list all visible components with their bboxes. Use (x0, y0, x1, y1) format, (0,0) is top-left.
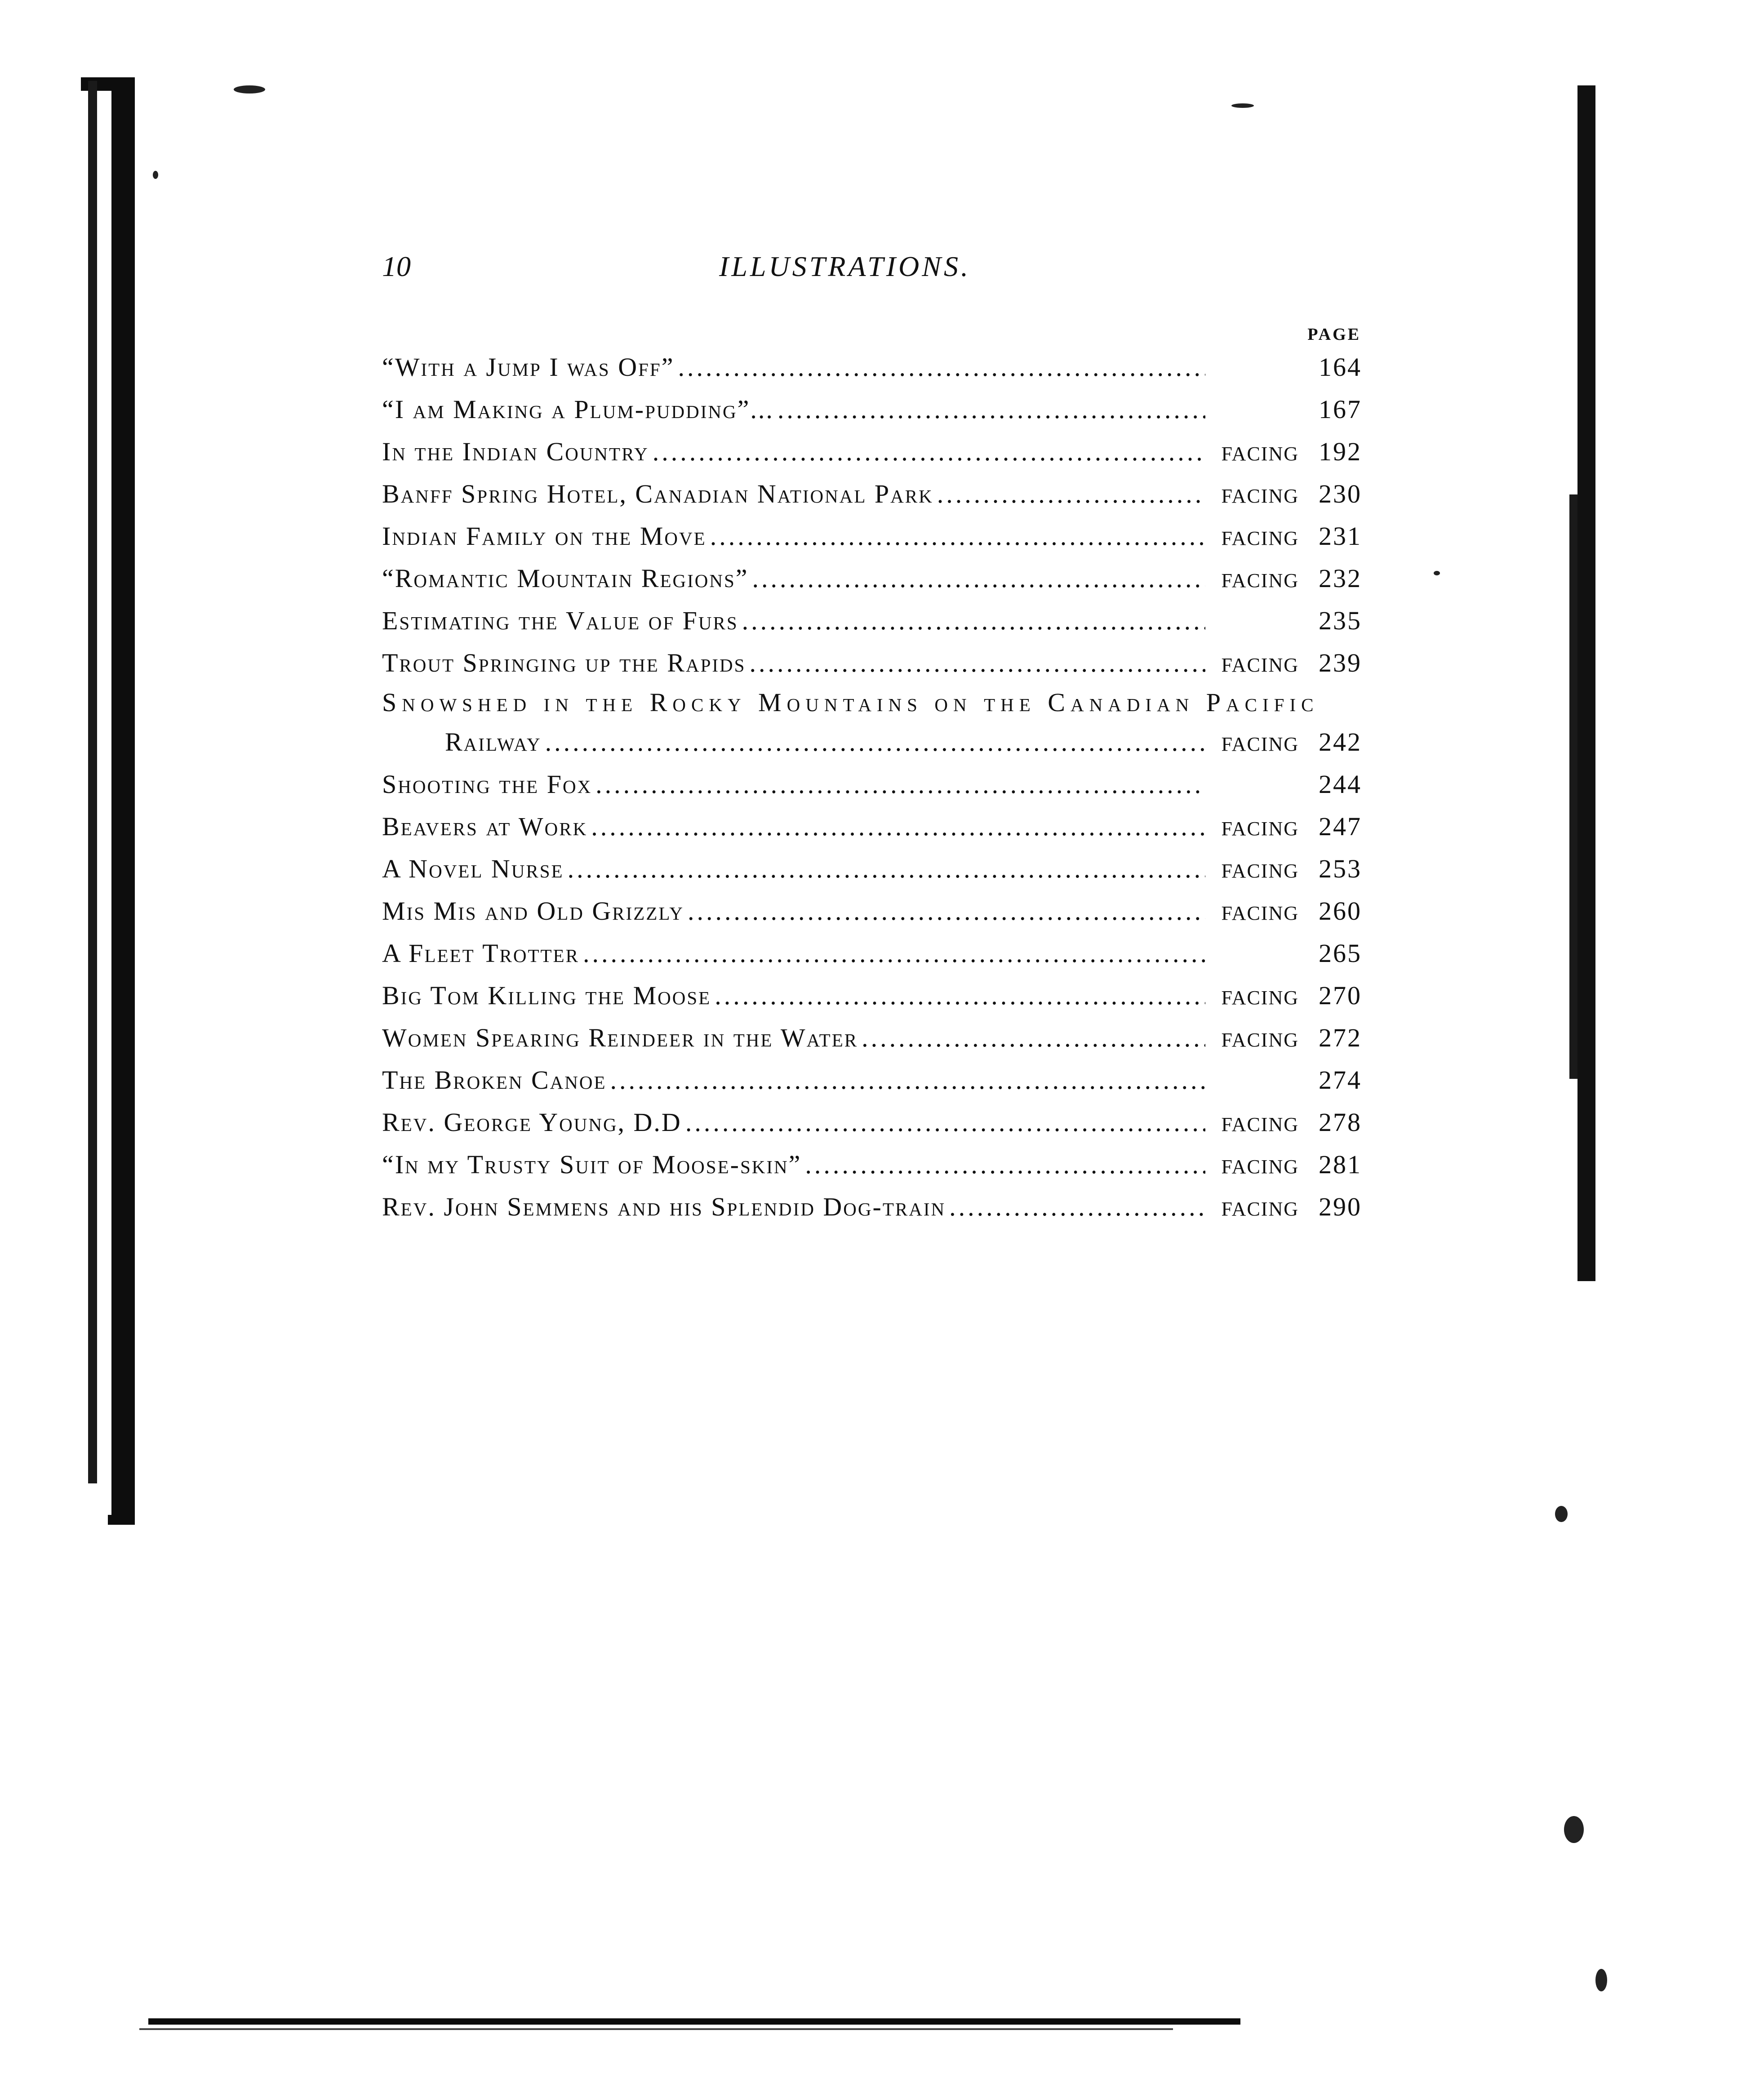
dot-leader (805, 1144, 1205, 1186)
dot-leader (752, 557, 1205, 600)
bottom-scan-rule (148, 2018, 1240, 2025)
entry-title: A Fleet Trotter (382, 939, 579, 968)
dot-leader (949, 1186, 1205, 1228)
entry-page: 230 (1319, 479, 1362, 508)
scan-speck (1555, 1506, 1568, 1522)
list-item (382, 890, 1362, 932)
dot-leader (742, 600, 1205, 642)
entry-page: 231 (1319, 521, 1362, 551)
list-item (382, 806, 1362, 848)
list-item (382, 642, 1362, 684)
list-item (382, 1101, 1362, 1144)
dot-leader (583, 932, 1205, 975)
entry-facing: FACING (1221, 733, 1299, 755)
list-item (382, 763, 1362, 806)
running-title: ILLUSTRATIONS. (719, 250, 971, 282)
entry-title: “In my Trusty Suit of Moose-skin” (382, 1150, 802, 1179)
dot-leader (653, 431, 1205, 473)
entry-page: 278 (1319, 1108, 1362, 1137)
entry-title: Estimating the Value of Furs (382, 606, 738, 635)
entry-title: Trout Springing up the Rapids (382, 648, 746, 677)
list-item (382, 1059, 1362, 1101)
scan-speck (1231, 103, 1254, 108)
entry-facing: FACING (1221, 860, 1299, 882)
entry-page: 265 (1319, 939, 1362, 968)
list-item (382, 473, 1362, 515)
entry-title: The Broken Canoe (382, 1065, 607, 1095)
entry-title: Banff Spring Hotel, Canadian National Park (382, 479, 933, 508)
entry-title: “Romantic Mountain Regions” (382, 564, 749, 593)
dot-leader (595, 763, 1205, 806)
entry-page: 274 (1319, 1065, 1362, 1095)
entry-title: Rev. John Semmens and his Splendid Dog-train (382, 1192, 946, 1221)
entry-title: Railway (445, 727, 542, 757)
list-item (382, 1186, 1362, 1228)
list-item (382, 346, 1362, 388)
scan-speck (234, 85, 265, 93)
dot-leader (678, 346, 1205, 388)
entry-facing: FACING (1221, 818, 1299, 840)
binding-edge-left (111, 81, 135, 1519)
binding-edge-right-inner (1569, 494, 1577, 1079)
entry-title: Rev. George Young, D.D (382, 1108, 682, 1137)
list-item (382, 431, 1362, 473)
page-column-heading: PAGE (1307, 325, 1361, 344)
list-item (382, 848, 1362, 890)
running-head (382, 246, 1362, 287)
entry-title: Big Tom Killing the Moose (382, 981, 711, 1010)
entry-facing: FACING (1221, 1113, 1299, 1135)
list-item (382, 1017, 1362, 1059)
entry-page: 290 (1319, 1192, 1362, 1221)
entry-page: 164 (1319, 352, 1362, 382)
list-item (382, 600, 1362, 642)
illustrations-list (382, 323, 1362, 1228)
scan-speck (1564, 1816, 1584, 1843)
list-item (382, 388, 1362, 431)
entry-page: 272 (1319, 1023, 1362, 1052)
entry-title: A Novel Nurse (382, 854, 564, 883)
entry-page: 242 (1319, 727, 1362, 757)
entry-page: 247 (1319, 812, 1362, 841)
scan-speck (1434, 571, 1440, 575)
dot-leader (862, 1017, 1205, 1059)
list-item (382, 932, 1362, 975)
entry-page: 253 (1319, 854, 1362, 883)
entry-facing: FACING (1221, 443, 1299, 465)
list-item (382, 515, 1362, 557)
entry-title: Shooting the Fox (382, 770, 592, 799)
entry-facing: FACING (1221, 485, 1299, 507)
list-item-first-line (382, 684, 1362, 721)
dot-leader (688, 890, 1205, 932)
entry-page: 235 (1319, 606, 1362, 635)
entry-facing: FACING (1221, 1029, 1299, 1051)
entry-facing: FACING (1221, 654, 1299, 676)
dot-leader (715, 975, 1205, 1017)
entry-facing: FACING (1221, 570, 1299, 592)
dot-leader (568, 848, 1205, 890)
entry-title: Mis Mis and Old Grizzly (382, 896, 684, 926)
entry-title: Indian Family on the Move (382, 521, 706, 551)
entry-title: “I am Making a Plum-pudding”... (382, 395, 774, 424)
entry-page: 239 (1319, 648, 1362, 677)
entry-page: 232 (1319, 564, 1362, 593)
list-item (382, 1144, 1362, 1186)
dot-leader (545, 721, 1205, 763)
entry-facing: FACING (1221, 987, 1299, 1009)
entry-page: 192 (1319, 437, 1362, 466)
entry-page: 270 (1319, 981, 1362, 1010)
dot-leader (610, 1059, 1205, 1101)
entry-page: 281 (1319, 1150, 1362, 1179)
entry-facing: FACING (1221, 902, 1299, 924)
entry-page: 167 (1319, 395, 1362, 424)
dot-leader (591, 806, 1205, 848)
list-item (382, 975, 1362, 1017)
scan-speck (1595, 1969, 1607, 1991)
list-item-continued (382, 721, 1362, 763)
entry-page: 244 (1319, 770, 1362, 799)
bottom-scan-rule-thin (139, 2028, 1173, 2030)
entry-title: “With a Jump I was Off” (382, 352, 675, 382)
entry-title: In the Indian Country (382, 437, 649, 466)
binding-edge-left-inner (88, 81, 97, 1483)
entry-facing: FACING (1221, 1156, 1299, 1178)
entry-facing: FACING (1221, 527, 1299, 549)
entry-page: 260 (1319, 896, 1362, 926)
entry-title: Beavers at Work (382, 812, 588, 841)
entry-facing: FACING (1221, 1198, 1299, 1220)
entry-title: Women Spearing Reindeer in the Water (382, 1023, 858, 1052)
binding-edge-left-foot (108, 1515, 135, 1525)
dot-leader (749, 642, 1205, 684)
dot-leader (937, 473, 1205, 515)
list-item (382, 557, 1362, 600)
page-number: 10 (382, 250, 411, 282)
dot-leader (710, 515, 1205, 557)
entry-title-line1: Snowshed in the Rocky Mountains on the Canadian Pacific (382, 688, 1319, 717)
scan-speck (153, 171, 158, 179)
dot-leader (778, 388, 1205, 431)
binding-edge-right (1577, 85, 1595, 1281)
dot-leader (685, 1101, 1205, 1144)
